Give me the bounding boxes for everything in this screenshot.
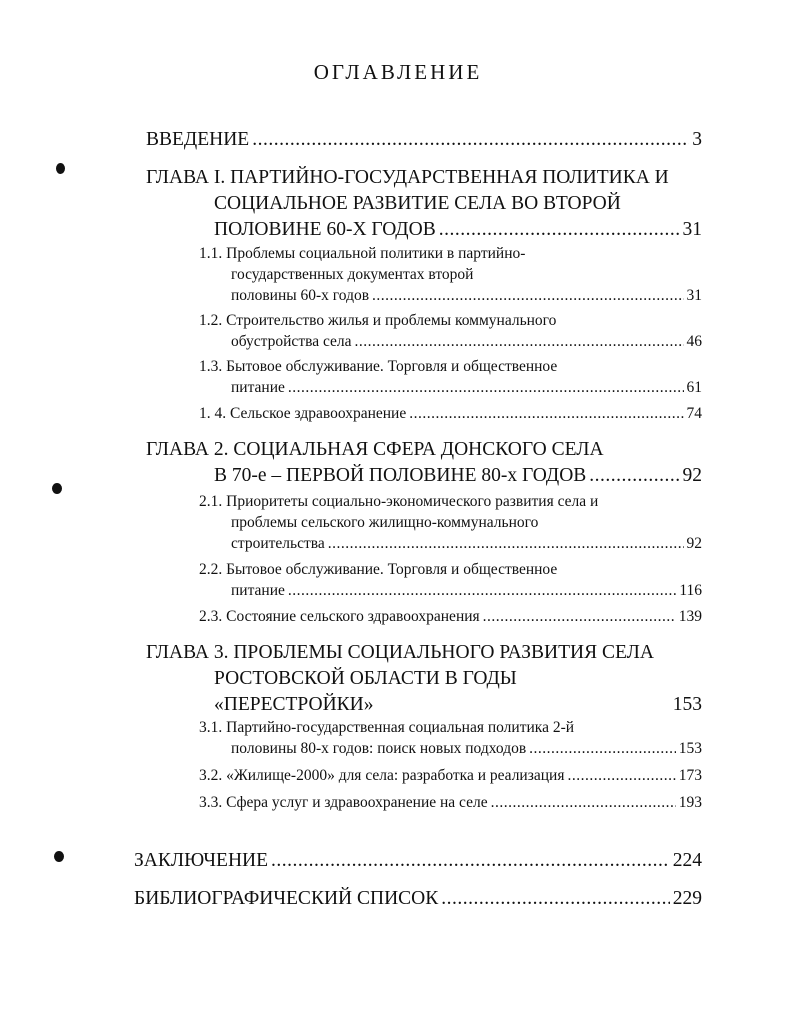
leader-dots: [252, 127, 689, 153]
page-number: 173: [678, 767, 702, 784]
page-number: 3: [692, 129, 702, 150]
chapter-title-line: ПОЛОВИНЕ 60-Х ГОДОВ: [214, 219, 436, 240]
page-number: 61: [686, 379, 702, 396]
chapter-title-line: В 70-е – ПЕРВОЙ ПОЛОВИНЕ 80-х ГОДОВ: [214, 465, 587, 486]
page-number: 74: [686, 405, 702, 422]
page-number: 46: [686, 333, 702, 350]
page-number: 153: [672, 694, 702, 715]
page-number: 139: [678, 608, 702, 625]
section-title-line: половины 60-х годов: [231, 287, 370, 304]
leader-dots: [288, 377, 684, 398]
leader-dots: [483, 606, 676, 627]
toc-entry-section-3-1[interactable]: [199, 717, 702, 759]
toc-entry-section-1-1[interactable]: [199, 243, 702, 306]
page-title: ОГЛАВЛЕНИЕ: [313, 60, 483, 84]
section-title-line: проблемы сельского жилищно-коммунального: [231, 514, 539, 531]
page-number: 92: [686, 535, 702, 552]
toc-entry-section-2-2[interactable]: [199, 559, 702, 601]
section-title-line: 2.2. Бытовое обслуживание. Торговля и общественное: [199, 561, 558, 578]
page-number: 224: [672, 850, 702, 871]
page-number: 31: [682, 219, 702, 240]
toc-entry-section-1-3[interactable]: [199, 356, 702, 398]
leader-dots: [567, 765, 675, 786]
scan-mark: [56, 163, 65, 174]
toc-entry-bibliography[interactable]: [134, 886, 702, 912]
section-title-line: строительства: [231, 535, 325, 552]
page-number: 193: [678, 794, 702, 811]
toc-entry-chapter-2[interactable]: [146, 437, 702, 489]
page-number: 153: [678, 740, 702, 757]
section-title-line: 1.2. Строительство жилья и проблемы коммунального: [199, 312, 557, 329]
chapter-title-line: РОСТОВСКОЙ ОБЛАСТИ В ГОДЫ: [214, 668, 517, 689]
toc-entry-chapter-3[interactable]: [146, 640, 702, 718]
section-title-line: 3.2. «Жилище-2000» для села: разработка и реализация: [199, 767, 565, 784]
toc-entry-section-1-4[interactable]: [199, 403, 702, 424]
toc-entry-introduction[interactable]: [146, 127, 702, 153]
toc-entry-section-2-3[interactable]: [199, 606, 702, 627]
section-title-line: 3.3. Сфера услуг и здравоохранение на селе: [199, 794, 488, 811]
leader-dots: [589, 463, 679, 489]
page-number: 92: [682, 465, 702, 486]
toc-entry-section-2-1[interactable]: [199, 491, 702, 554]
leader-dots: [355, 331, 684, 352]
section-title-line: обустройства села: [231, 333, 352, 350]
page-number: 116: [679, 582, 702, 599]
chapter-title-line: ГЛАВА 2. СОЦИАЛЬНАЯ СФЕРА ДОНСКОГО СЕЛА: [146, 439, 604, 460]
toc-entry-conclusion[interactable]: [134, 848, 702, 874]
chapter-title-line: «ПЕРЕСТРОЙКИ»: [214, 694, 374, 715]
leader-dots: [372, 285, 683, 306]
scan-mark: [54, 851, 64, 862]
entry-label: БИБЛИОГРАФИЧЕСКИЙ СПИСОК: [134, 888, 439, 909]
section-title-line: 1.1. Проблемы социальной политики в партийно-: [199, 245, 526, 262]
toc-entry-chapter-1[interactable]: [146, 165, 702, 243]
chapter-title-line: СОЦИАЛЬНОЕ РАЗВИТИЕ СЕЛА ВО ВТОРОЙ: [214, 193, 621, 214]
chapter-title-line: ГЛАВА 3. ПРОБЛЕМЫ СОЦИАЛЬНОГО РАЗВИТИЯ СЕЛА: [146, 642, 654, 663]
page-number: 31: [686, 287, 702, 304]
section-title-line: 2.3. Состояние сельского здравоохранения: [199, 608, 480, 625]
toc-entry-section-3-2[interactable]: [199, 765, 702, 786]
scan-mark: [52, 483, 62, 494]
entry-label: ЗАКЛЮЧЕНИЕ: [134, 850, 269, 871]
page-number: 229: [672, 888, 702, 909]
section-title-line: 1.3. Бытовое обслуживание. Торговля и общественное: [199, 358, 558, 375]
entry-label: ВВЕДЕНИЕ: [146, 129, 250, 150]
leader-dots: [288, 580, 676, 601]
section-title-line: 3.1. Партийно-государственная социальная политика 2-й: [199, 719, 575, 736]
toc-entry-section-3-3[interactable]: [199, 792, 702, 813]
leader-dots: [439, 217, 680, 243]
leader-dots: [328, 533, 684, 554]
toc-entry-section-1-2[interactable]: [199, 310, 702, 352]
section-title-line: 1. 4. Сельское здравоохранение: [199, 405, 407, 422]
section-title-line: питание: [231, 582, 285, 599]
leader-dots: [529, 738, 676, 759]
leader-dots: [409, 403, 683, 424]
section-title-line: 2.1. Приоритеты социально-экономического развития села и: [199, 493, 599, 510]
leader-dots: [271, 848, 670, 874]
chapter-title-line: ГЛАВА I. ПАРТИЙНО-ГОСУДАРСТВЕННАЯ ПОЛИТИКА И: [146, 167, 669, 188]
section-title-line: половины 80-х годов: поиск новых подходов: [231, 740, 527, 757]
section-title-line: государственных документах второй: [231, 266, 474, 283]
leader-dots: [491, 792, 676, 813]
leader-dots: [441, 886, 670, 912]
section-title-line: питание: [231, 379, 285, 396]
